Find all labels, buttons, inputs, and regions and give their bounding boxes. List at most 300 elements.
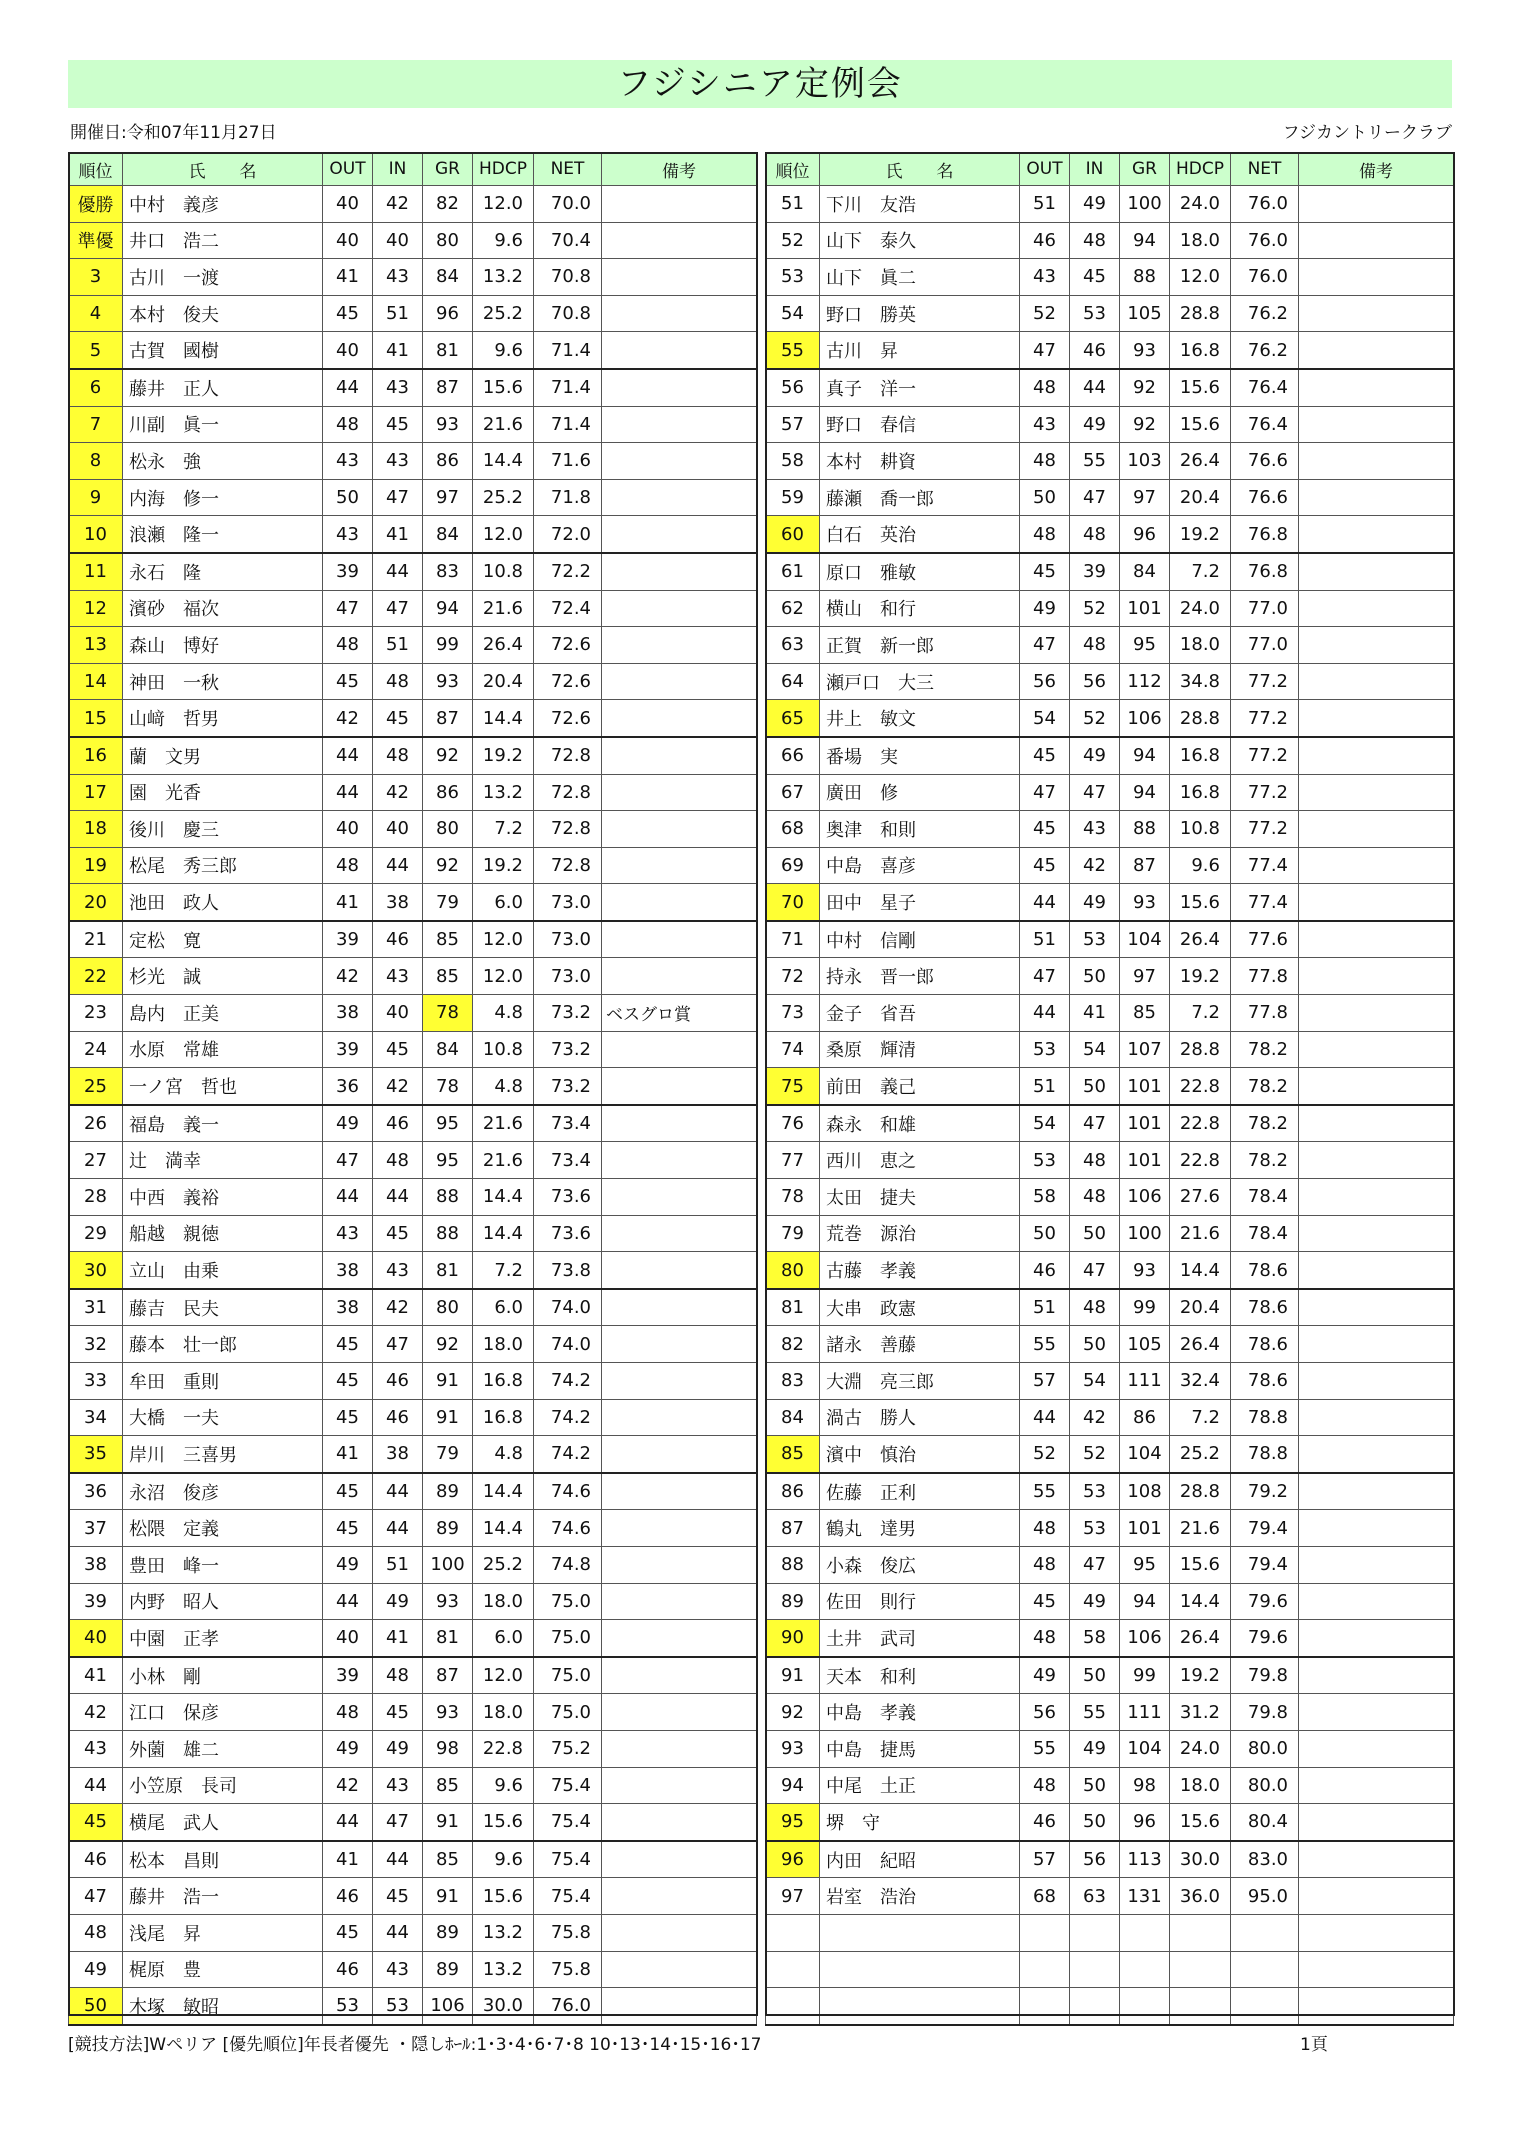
rank-cell: 63 <box>766 627 820 664</box>
out-score-cell: 42 <box>323 958 373 995</box>
handicap-cell: 15.6 <box>473 369 534 406</box>
table-row <box>69 1473 757 1510</box>
rank-cell: 19 <box>69 847 123 884</box>
note-cell <box>602 1951 757 1988</box>
note-cell <box>602 516 757 553</box>
out-score-cell: 36 <box>323 1068 373 1105</box>
rank-cell: 86 <box>766 1473 820 1510</box>
results-body-right <box>766 186 1454 2025</box>
table-row <box>69 995 757 1032</box>
table-row <box>766 1326 1454 1363</box>
handicap-cell: 6.0 <box>473 1289 534 1326</box>
name-cell: 濱砂 福次 <box>123 590 323 627</box>
out-score-cell: 44 <box>1020 1399 1070 1436</box>
note-cell <box>602 1473 757 1510</box>
in-score-cell: 49 <box>1070 186 1120 223</box>
in-score-cell: 43 <box>373 958 423 995</box>
in-score-cell: 42 <box>373 1068 423 1105</box>
note-cell <box>1299 1473 1454 1510</box>
out-score-cell: 44 <box>323 1179 373 1216</box>
in-score-cell: 40 <box>373 995 423 1032</box>
net-score-cell: 75.8 <box>534 1951 602 1988</box>
in-score-cell: 48 <box>373 1142 423 1179</box>
table-row <box>69 1730 757 1767</box>
in-score-cell: 43 <box>373 259 423 296</box>
out-score-cell: 47 <box>323 1142 373 1179</box>
table-row <box>766 590 1454 627</box>
net-score-cell <box>1231 1988 1299 2025</box>
gross-score-cell: 80 <box>423 811 473 848</box>
table-row <box>69 774 757 811</box>
in-score-cell: 49 <box>1070 1730 1120 1767</box>
in-score-cell: 42 <box>1070 1399 1120 1436</box>
net-score-cell: 78.8 <box>1231 1436 1299 1473</box>
rank-cell: 57 <box>766 406 820 443</box>
table-row <box>69 1215 757 1252</box>
rank-cell: 90 <box>766 1620 820 1657</box>
note-cell <box>1299 1252 1454 1289</box>
rank-cell: 40 <box>69 1620 123 1657</box>
rank-cell: 89 <box>766 1583 820 1620</box>
net-score-cell: 77.2 <box>1231 700 1299 737</box>
name-cell: 松隈 定義 <box>123 1510 323 1547</box>
note-cell <box>1299 1878 1454 1915</box>
rank-cell: 27 <box>69 1142 123 1179</box>
table-row <box>766 1694 1454 1731</box>
net-score-cell: 71.4 <box>534 369 602 406</box>
rank-cell: 10 <box>69 516 123 553</box>
in-score-cell: 49 <box>1070 884 1120 921</box>
out-score-cell: 51 <box>1020 921 1070 958</box>
gross-score-cell: 84 <box>1120 553 1170 590</box>
table-row <box>766 1988 1454 2025</box>
out-score-cell: 54 <box>1020 1105 1070 1142</box>
handicap-cell: 22.8 <box>473 1730 534 1767</box>
table-row <box>766 1546 1454 1583</box>
out-score-cell: 45 <box>1020 737 1070 774</box>
table-row <box>766 295 1454 332</box>
note-cell <box>602 1767 757 1804</box>
name-cell: 山下 眞二 <box>820 259 1020 296</box>
net-score-cell: 73.4 <box>534 1105 602 1142</box>
note-cell <box>602 700 757 737</box>
table-row <box>69 884 757 921</box>
in-score-cell: 55 <box>1070 443 1120 480</box>
handicap-cell: 7.2 <box>1170 553 1231 590</box>
rank-cell: 94 <box>766 1767 820 1804</box>
name-cell: 内海 修一 <box>123 479 323 516</box>
note-cell <box>602 627 757 664</box>
note-cell <box>1299 1804 1454 1841</box>
table-row <box>69 332 757 369</box>
net-score-cell: 83.0 <box>1231 1841 1299 1878</box>
table-row <box>69 1620 757 1657</box>
net-score-cell: 74.6 <box>534 1473 602 1510</box>
net-score-cell: 76.0 <box>1231 222 1299 259</box>
table-row <box>69 1951 757 1988</box>
net-score-cell: 76.4 <box>1231 369 1299 406</box>
rank-cell: 60 <box>766 516 820 553</box>
name-cell: 井口 浩二 <box>123 222 323 259</box>
in-score-cell: 52 <box>1070 700 1120 737</box>
gross-score-cell: 106 <box>423 1988 473 2025</box>
gross-score-cell: 89 <box>423 1914 473 1951</box>
results-table-left <box>68 152 757 2026</box>
handicap-cell: 22.8 <box>1170 1105 1231 1142</box>
rank-cell: 61 <box>766 553 820 590</box>
net-score-cell: 77.2 <box>1231 737 1299 774</box>
handicap-cell: 13.2 <box>473 1914 534 1951</box>
gross-score-cell: 104 <box>1120 1730 1170 1767</box>
name-cell: 藤吉 民夫 <box>123 1289 323 1326</box>
rank-cell: 29 <box>69 1215 123 1252</box>
gross-score-cell: 100 <box>1120 1215 1170 1252</box>
page-title: フジシニア定例会 <box>68 60 1452 108</box>
note-cell <box>1299 1289 1454 1326</box>
note-cell <box>1299 553 1454 590</box>
net-score-cell: 76.2 <box>1231 332 1299 369</box>
out-score-cell: 49 <box>323 1730 373 1767</box>
net-score-cell: 74.2 <box>534 1363 602 1400</box>
rank-cell: 31 <box>69 1289 123 1326</box>
rank-cell: 優勝 <box>69 186 123 223</box>
rank-cell: 75 <box>766 1068 820 1105</box>
out-score-cell: 44 <box>323 369 373 406</box>
rank-cell <box>766 1988 820 2025</box>
in-score-cell: 44 <box>373 1473 423 1510</box>
note-cell <box>602 884 757 921</box>
gross-score-cell: 99 <box>423 627 473 664</box>
net-score-cell <box>1231 1951 1299 1988</box>
net-score-cell: 77.0 <box>1231 590 1299 627</box>
note-cell <box>602 1804 757 1841</box>
in-score-cell: 45 <box>373 1694 423 1731</box>
note-cell <box>1299 995 1454 1032</box>
name-cell: 桑原 輝清 <box>820 1031 1020 1068</box>
rank-cell: 45 <box>69 1804 123 1841</box>
out-score-cell: 52 <box>1020 1436 1070 1473</box>
gross-score-cell: 94 <box>1120 737 1170 774</box>
gross-score-cell: 93 <box>423 1694 473 1731</box>
in-score-cell: 43 <box>373 1951 423 1988</box>
net-score-cell: 78.6 <box>1231 1363 1299 1400</box>
table-row <box>766 1289 1454 1326</box>
name-cell: 梶原 豊 <box>123 1951 323 1988</box>
rank-cell: 4 <box>69 295 123 332</box>
net-score-cell: 72.2 <box>534 553 602 590</box>
gross-score-cell: 131 <box>1120 1878 1170 1915</box>
name-cell: 豊田 峰一 <box>123 1546 323 1583</box>
name-cell: 中園 正孝 <box>123 1620 323 1657</box>
handicap-cell: 10.8 <box>473 1031 534 1068</box>
handicap-cell: 9.6 <box>473 1841 534 1878</box>
rank-cell: 78 <box>766 1179 820 1216</box>
net-score-cell: 77.4 <box>1231 884 1299 921</box>
net-score-cell: 72.6 <box>534 700 602 737</box>
name-cell: 牟田 重則 <box>123 1363 323 1400</box>
note-cell <box>602 1657 757 1694</box>
name-cell: 中西 義裕 <box>123 1179 323 1216</box>
note-cell <box>1299 1031 1454 1068</box>
rank-cell: 6 <box>69 369 123 406</box>
gross-score-cell: 101 <box>1120 1068 1170 1105</box>
rank-header: 順位 <box>69 153 123 186</box>
name-cell: 木塚 敏昭 <box>123 1988 323 2025</box>
note-cell <box>602 1142 757 1179</box>
net-score-cell: 73.2 <box>534 995 602 1032</box>
net-score-cell: 73.2 <box>534 1031 602 1068</box>
note-cell <box>1299 1436 1454 1473</box>
out-score-cell: 47 <box>323 590 373 627</box>
handicap-cell: 36.0 <box>1170 1878 1231 1915</box>
table-row <box>766 627 1454 664</box>
in-score-cell: 42 <box>373 1289 423 1326</box>
note-cell <box>1299 1510 1454 1547</box>
in-score-cell: 47 <box>1070 1252 1120 1289</box>
note-cell <box>602 1215 757 1252</box>
out-score-cell: 41 <box>323 1436 373 1473</box>
in-score-cell: 48 <box>1070 222 1120 259</box>
name-cell: 藤瀬 喬一郎 <box>820 479 1020 516</box>
in-score-cell: 48 <box>1070 1179 1120 1216</box>
net-score-cell: 72.4 <box>534 590 602 627</box>
name-cell: 藤井 正人 <box>123 369 323 406</box>
net-score-cell: 77.8 <box>1231 995 1299 1032</box>
header-row <box>69 153 757 186</box>
name-cell: 森山 博好 <box>123 627 323 664</box>
net-score-cell: 78.2 <box>1231 1068 1299 1105</box>
name-cell: 天本 和利 <box>820 1657 1020 1694</box>
rank-cell: 32 <box>69 1326 123 1363</box>
gross-score-cell: 111 <box>1120 1694 1170 1731</box>
name-cell: 藤本 壮一郎 <box>123 1326 323 1363</box>
out-score-cell: 50 <box>1020 479 1070 516</box>
gross-score-cell: 78 <box>423 995 473 1032</box>
out-score-cell: 45 <box>1020 847 1070 884</box>
in-score-cell: 48 <box>373 1657 423 1694</box>
note-cell <box>602 1730 757 1767</box>
net-score-cell: 78.6 <box>1231 1326 1299 1363</box>
net-score-cell: 74.8 <box>534 1546 602 1583</box>
handicap-cell: 15.6 <box>1170 884 1231 921</box>
handicap-cell: 18.0 <box>1170 1767 1231 1804</box>
name-cell: 番場 実 <box>820 737 1020 774</box>
net-score-cell: 78.8 <box>1231 1399 1299 1436</box>
handicap-cell: 7.2 <box>473 811 534 848</box>
note-cell <box>1299 847 1454 884</box>
note-cell <box>1299 1068 1454 1105</box>
table-row <box>69 663 757 700</box>
out-score-cell: 44 <box>323 737 373 774</box>
note-cell <box>1299 479 1454 516</box>
gross-score-cell: 92 <box>423 847 473 884</box>
rank-cell: 9 <box>69 479 123 516</box>
net-score-cell: 71.4 <box>534 332 602 369</box>
table-row <box>766 958 1454 995</box>
in-score-cell: 52 <box>1070 1436 1120 1473</box>
name-cell: 中島 捷馬 <box>820 1730 1020 1767</box>
out-score-cell: 38 <box>323 1252 373 1289</box>
handicap-cell: 14.4 <box>473 700 534 737</box>
net-score-cell: 74.0 <box>534 1326 602 1363</box>
table-row <box>69 1289 757 1326</box>
gross-score-cell: 101 <box>1120 1142 1170 1179</box>
net-score-cell: 74.6 <box>534 1510 602 1547</box>
out-score-cell <box>1020 1914 1070 1951</box>
gross-score-cell: 95 <box>1120 627 1170 664</box>
net-score-cell: 70.0 <box>534 186 602 223</box>
table-row <box>766 1068 1454 1105</box>
table-row <box>766 186 1454 223</box>
table-row <box>69 1878 757 1915</box>
out-score-cell: 49 <box>1020 590 1070 627</box>
gross-score-cell: 81 <box>423 1620 473 1657</box>
table-row <box>69 259 757 296</box>
rank-cell: 13 <box>69 627 123 664</box>
in-score-cell: 45 <box>373 1215 423 1252</box>
net-score-cell: 76.6 <box>1231 443 1299 480</box>
name-cell: 小森 俊広 <box>820 1546 1020 1583</box>
out-score-cell: 48 <box>1020 1510 1070 1547</box>
out-score-cell: 53 <box>1020 1031 1070 1068</box>
out-score-cell: 43 <box>1020 406 1070 443</box>
net-score-cell: 72.8 <box>534 774 602 811</box>
rank-cell: 72 <box>766 958 820 995</box>
rank-cell: 58 <box>766 443 820 480</box>
note-cell: ベスグロ賞 <box>602 995 757 1032</box>
gross-score-cell: 92 <box>1120 406 1170 443</box>
table-row <box>766 811 1454 848</box>
name-cell: 田中 星子 <box>820 884 1020 921</box>
name-cell: 鶴丸 達男 <box>820 1510 1020 1547</box>
name-cell: 山下 泰久 <box>820 222 1020 259</box>
name-cell: 森永 和雄 <box>820 1105 1020 1142</box>
gross-score-cell: 98 <box>423 1730 473 1767</box>
name-cell: 江口 保彦 <box>123 1694 323 1731</box>
gross-score-cell: 88 <box>423 1179 473 1216</box>
rank-cell: 54 <box>766 295 820 332</box>
gross-score-cell: 97 <box>1120 958 1170 995</box>
out-score-cell: 55 <box>1020 1473 1070 1510</box>
note-cell <box>1299 1914 1454 1951</box>
handicap-cell: 9.6 <box>473 222 534 259</box>
handicap-cell: 21.6 <box>473 1142 534 1179</box>
table-row <box>69 1068 757 1105</box>
net-score-cell: 77.2 <box>1231 663 1299 700</box>
table-row <box>69 700 757 737</box>
net-score-cell: 79.4 <box>1231 1510 1299 1547</box>
table-row <box>69 1179 757 1216</box>
gross-score-cell: 91 <box>423 1804 473 1841</box>
handicap-cell: 26.4 <box>1170 1620 1231 1657</box>
name-cell: 古賀 國樹 <box>123 332 323 369</box>
rank-cell: 70 <box>766 884 820 921</box>
name-cell: 白石 英治 <box>820 516 1020 553</box>
table-row <box>766 1105 1454 1142</box>
in-score-cell: 47 <box>1070 774 1120 811</box>
gross-score-cell: 93 <box>1120 884 1170 921</box>
rank-cell: 48 <box>69 1914 123 1951</box>
net-score-cell: 76.8 <box>1231 516 1299 553</box>
note-cell <box>1299 1326 1454 1363</box>
name-cell: 山﨑 哲男 <box>123 700 323 737</box>
net-score-cell: 73.4 <box>534 1142 602 1179</box>
in-score-cell <box>1070 1951 1120 1988</box>
name-cell: 浪瀬 隆一 <box>123 516 323 553</box>
note-cell <box>1299 627 1454 664</box>
name-cell: 金子 省吾 <box>820 995 1020 1032</box>
in-score-cell: 43 <box>373 1252 423 1289</box>
in-score-cell: 38 <box>373 1436 423 1473</box>
handicap-cell: 6.0 <box>473 1620 534 1657</box>
note-cell <box>1299 443 1454 480</box>
rank-cell: 77 <box>766 1142 820 1179</box>
table-row <box>766 369 1454 406</box>
table-row <box>69 1252 757 1289</box>
gross-score-cell: 113 <box>1120 1841 1170 1878</box>
net-score-cell: 74.2 <box>534 1399 602 1436</box>
out-score-cell: 57 <box>1020 1363 1070 1400</box>
gross-score-cell: 85 <box>423 1767 473 1804</box>
out-score-cell: 47 <box>1020 958 1070 995</box>
out-score-cell: 41 <box>323 259 373 296</box>
note-cell <box>1299 1620 1454 1657</box>
gross-score-cell: 106 <box>1120 1179 1170 1216</box>
rank-cell: 22 <box>69 958 123 995</box>
handicap-cell: 31.2 <box>1170 1694 1231 1731</box>
name-cell: 中島 喜彦 <box>820 847 1020 884</box>
in-score-cell: 48 <box>373 737 423 774</box>
rank-cell: 56 <box>766 369 820 406</box>
out-score-cell: 56 <box>1020 1694 1070 1731</box>
table-row <box>766 1179 1454 1216</box>
rank-cell: 92 <box>766 1694 820 1731</box>
in-score-cell: 47 <box>373 1804 423 1841</box>
in-score-cell: 44 <box>373 1510 423 1547</box>
gross-score-cell: 105 <box>1120 295 1170 332</box>
name-cell: 太田 捷夫 <box>820 1179 1020 1216</box>
note-cell <box>602 1399 757 1436</box>
out-score-cell: 45 <box>323 1326 373 1363</box>
out-score-cell: 45 <box>323 1399 373 1436</box>
rank-cell: 46 <box>69 1841 123 1878</box>
table-row <box>69 921 757 958</box>
out-score-cell: 45 <box>1020 553 1070 590</box>
name-cell: 藤井 浩一 <box>123 1878 323 1915</box>
note-cell <box>602 1694 757 1731</box>
in-score-cell: 43 <box>373 1767 423 1804</box>
in-score-cell: 38 <box>373 884 423 921</box>
rank-cell: 14 <box>69 663 123 700</box>
table-row <box>69 443 757 480</box>
net-score-cell: 75.4 <box>534 1767 602 1804</box>
name-cell: 永石 隆 <box>123 553 323 590</box>
note-cell <box>602 186 757 223</box>
gross-score-cell: 93 <box>1120 332 1170 369</box>
gross-score-cell: 92 <box>423 737 473 774</box>
out-header: OUT <box>1020 153 1070 186</box>
in-score-cell: 48 <box>1070 1289 1120 1326</box>
note-cell <box>602 1031 757 1068</box>
note-cell <box>1299 1988 1454 2025</box>
note-cell <box>602 811 757 848</box>
handicap-cell: 24.0 <box>1170 1730 1231 1767</box>
table-row <box>69 295 757 332</box>
rank-cell: 34 <box>69 1399 123 1436</box>
handicap-cell: 25.2 <box>473 295 534 332</box>
in-score-cell: 45 <box>373 1878 423 1915</box>
gross-score-cell: 87 <box>423 700 473 737</box>
